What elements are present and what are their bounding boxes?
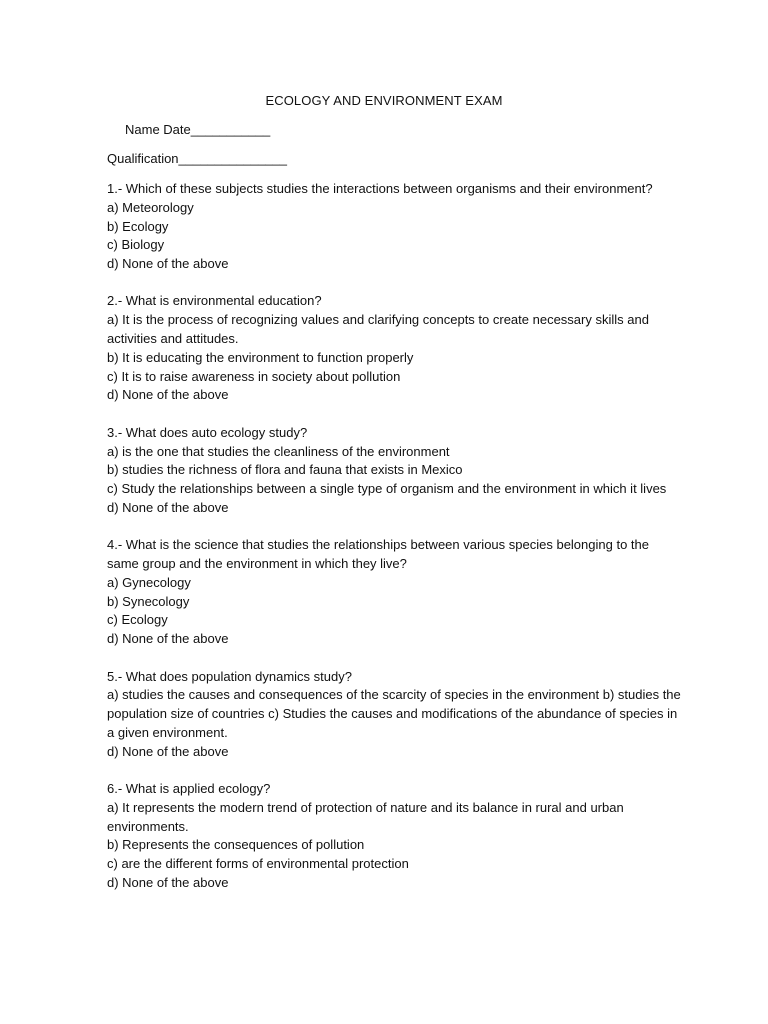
answer-option: c) Biology xyxy=(107,237,165,253)
question-3 xyxy=(107,424,667,518)
question-list xyxy=(107,180,681,911)
answer-option: d) None of the above xyxy=(107,743,229,759)
answer-option: d) None of the above xyxy=(107,499,229,515)
answer-option: d) None of the above xyxy=(107,631,229,647)
question-text: 5.- What does population dynamics study? xyxy=(107,668,352,684)
question-5 xyxy=(107,668,681,762)
answer-option: b) Synecology xyxy=(107,593,190,609)
question-text: 2.- What is environmental education? xyxy=(107,293,322,309)
question-text: 3.- What does auto ecology study? xyxy=(107,424,308,440)
answer-option: a) It represents the modern trend of protection of nature and its balance in rural and urban xyxy=(107,799,624,815)
answer-option: d) None of the above xyxy=(107,875,229,890)
answer-option: a) is the one that studies the cleanliness of the environment xyxy=(107,443,450,459)
question-text: 1.- Which of these subjects studies the interactions between organisms and their environment? xyxy=(107,181,653,196)
question-text-continued: same group and the environment in which they live? xyxy=(107,556,407,572)
answer-option: d) None of the above xyxy=(107,387,229,403)
question-1 xyxy=(107,180,667,274)
answer-option: c) Study the relationships between a single type of organism and the environment in which it lives xyxy=(107,481,667,497)
answer-option: c) Ecology xyxy=(107,612,168,628)
question-text: 4.- What is the science that studies the relationships between various species belonging to the xyxy=(107,537,649,553)
answer-option: a) Gynecology xyxy=(107,574,191,590)
question-2 xyxy=(107,292,667,405)
answer-option-continued: a given environment. xyxy=(107,724,228,740)
answer-option: a) Meteorology xyxy=(107,199,194,215)
answer-option-continued: activities and attitudes. xyxy=(107,331,239,347)
qualification-field: Qualification_______________ xyxy=(107,151,287,166)
answer-option: b) Represents the consequences of pollution xyxy=(107,837,365,853)
exam-title: ECOLOGY AND ENVIRONMENT EXAM xyxy=(265,93,503,108)
answer-option: b) Ecology xyxy=(107,218,169,234)
answer-option: b) studies the richness of flora and fauna that exists in Mexico xyxy=(107,462,463,478)
answer-option: c) are the different forms of environmental protection xyxy=(107,856,409,872)
answer-option: c) It is to raise awareness in society about pollution xyxy=(107,368,401,384)
question-4 xyxy=(107,536,667,649)
answer-option: d) None of the above xyxy=(107,256,229,272)
answer-option-continued: population size of countries c) Studies the causes and modifications of the abundance of species in xyxy=(107,706,678,722)
question-text: 6.- What is applied ecology? xyxy=(107,781,271,797)
question-6 xyxy=(107,780,667,893)
answer-option: a) It is the process of recognizing values and clarifying concepts to create necessary skills and xyxy=(107,312,649,328)
name-date-field: Name Date___________ xyxy=(125,122,271,137)
answer-option: b) It is educating the environment to function properly xyxy=(107,349,414,365)
answer-option-continued: environments. xyxy=(107,818,189,834)
answer-option: a) studies the causes and consequences of the scarcity of species in the environment b) studies the xyxy=(107,687,681,703)
